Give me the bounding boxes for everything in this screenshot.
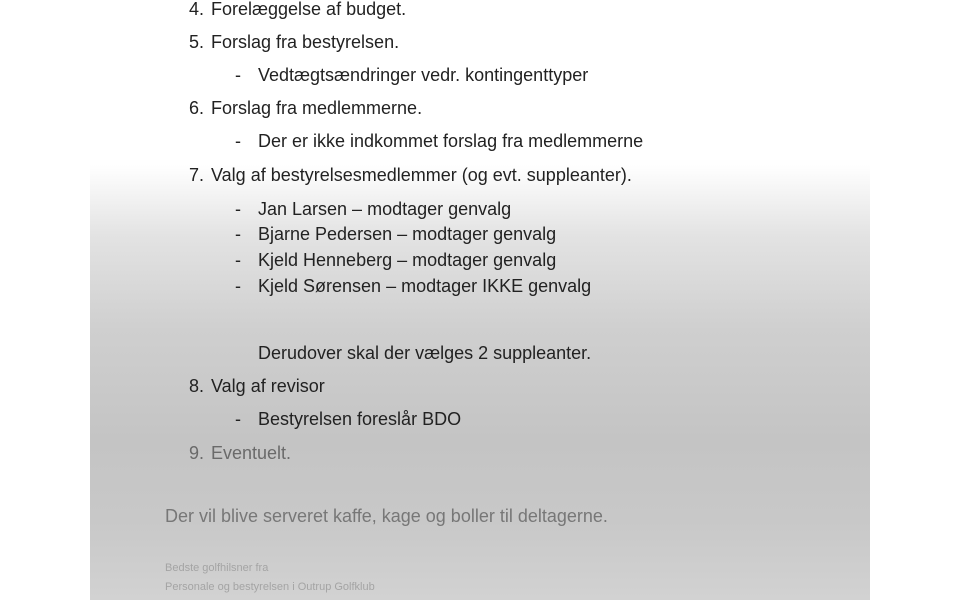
candidate-item: Kjeld Sørensen – modtager IKKE genvalg [258, 276, 592, 296]
agenda-item-6: Forslag fra medlemmerne. [211, 98, 423, 118]
bullet-dash: - [235, 250, 241, 270]
bullet-dash: - [235, 199, 241, 219]
bullet-dash: - [235, 276, 241, 296]
agenda-number-4: 4. [188, 0, 204, 19]
agenda-item-7: Valg af bestyrelsesmedlemmer (og evt. suppleanter). [211, 165, 632, 185]
agenda-item-4: Forelæggelse af budget. [211, 0, 407, 19]
candidate-item: Jan Larsen – modtager genvalg [258, 199, 512, 219]
bullet-dash: - [235, 224, 241, 244]
candidate-item: Bjarne Pedersen – modtager genvalg [258, 224, 557, 244]
agenda-number-9: 9. [188, 443, 204, 463]
agenda-sub-item: Der er ikke indkommet forslag fra medlemmerne [258, 131, 644, 151]
agenda-item-5: Forslag fra bestyrelsen. [211, 32, 400, 52]
signature-line-2: Personale og bestyrelsen i Outrup Golfklub [165, 581, 375, 593]
agenda-number-8: 8. [188, 376, 204, 396]
bullet-dash: - [235, 409, 241, 429]
agenda-number-5: 5. [188, 32, 204, 52]
candidate-item: Kjeld Henneberg – modtager genvalg [258, 250, 557, 270]
signature-line-1: Bedste golfhilsner fra [165, 562, 269, 574]
agenda-item-8: Valg af revisor [211, 376, 325, 396]
agenda-number-7: 7. [188, 165, 204, 185]
agenda-number-6: 6. [188, 98, 204, 118]
agenda-item-9: Eventuelt. [211, 443, 292, 463]
agenda-sub-item: Vedtægtsændringer vedr. kontingenttyper [258, 65, 589, 85]
bullet-dash: - [235, 131, 241, 151]
agenda-note: Derudover skal der vælges 2 suppleanter. [258, 343, 592, 363]
closing-text: Der vil blive serveret kaffe, kage og boller til deltagerne. [165, 506, 608, 526]
bullet-dash: - [235, 65, 241, 85]
agenda-sub-item: Bestyrelsen foreslår BDO [258, 409, 462, 429]
